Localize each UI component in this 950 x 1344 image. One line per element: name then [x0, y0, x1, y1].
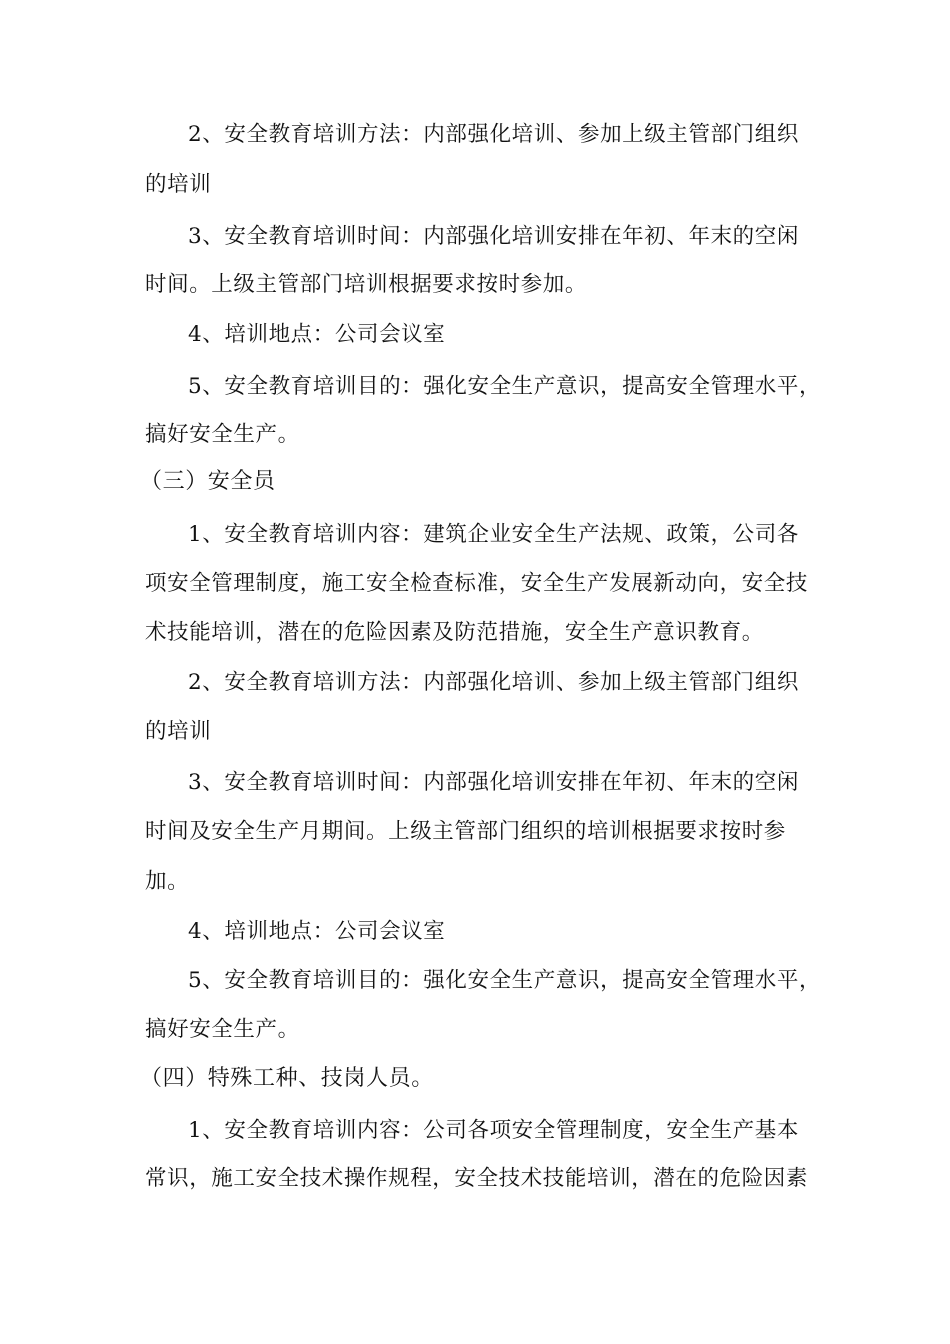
paragraph-line: 搞好安全生产。: [145, 422, 300, 447]
section-heading: （四）特殊工种、技岗人员。: [140, 1066, 434, 1091]
paragraph-line: 的培训: [145, 719, 212, 744]
paragraph-line: 4、培训地点：公司会议室: [188, 919, 446, 944]
paragraph-line: 2、安全教育培训方法：内部强化培训、参加上级主管部门组织: [188, 670, 799, 695]
paragraph-line: 2、安全教育培训方法：内部强化培训、参加上级主管部门组织: [188, 122, 799, 147]
paragraph-line: 常识，施工安全技术操作规程，安全技术技能培训，潜在的危险因素: [145, 1166, 809, 1191]
paragraph-line: 4、培训地点：公司会议室: [188, 322, 446, 347]
paragraph-line: 时间。上级主管部门培训根据要求按时参加。: [145, 272, 588, 297]
paragraph-line: 3、安全教育培训时间：内部强化培训安排在年初、年末的空闲: [188, 224, 799, 249]
paragraph-line: 1、安全教育培训内容：公司各项安全管理制度，安全生产基本: [188, 1118, 799, 1143]
paragraph-line: 5、安全教育培训目的：强化安全生产意识，提高安全管理水平，: [188, 968, 822, 993]
paragraph-line: 3、安全教育培训时间：内部强化培训安排在年初、年末的空闲: [188, 770, 799, 795]
paragraph-line: 的培训: [145, 172, 212, 197]
paragraph-line: 项安全管理制度，施工安全检查标准，安全生产发展新动向，安全技: [145, 571, 809, 596]
paragraph-line: 加。: [145, 869, 190, 894]
paragraph-line: 时间及安全生产月期间。上级主管部门组织的培训根据要求按时参: [145, 819, 786, 844]
paragraph-line: 5、安全教育培训目的：强化安全生产意识，提高安全管理水平，: [188, 374, 822, 399]
paragraph-line: 术技能培训，潜在的危险因素及防范措施，安全生产意识教育。: [145, 620, 764, 645]
paragraph-line: 1、安全教育培训内容：建筑企业安全生产法规、政策，公司各: [188, 522, 799, 547]
paragraph-line: 搞好安全生产。: [145, 1017, 300, 1042]
section-heading: （三）安全员: [140, 469, 276, 494]
